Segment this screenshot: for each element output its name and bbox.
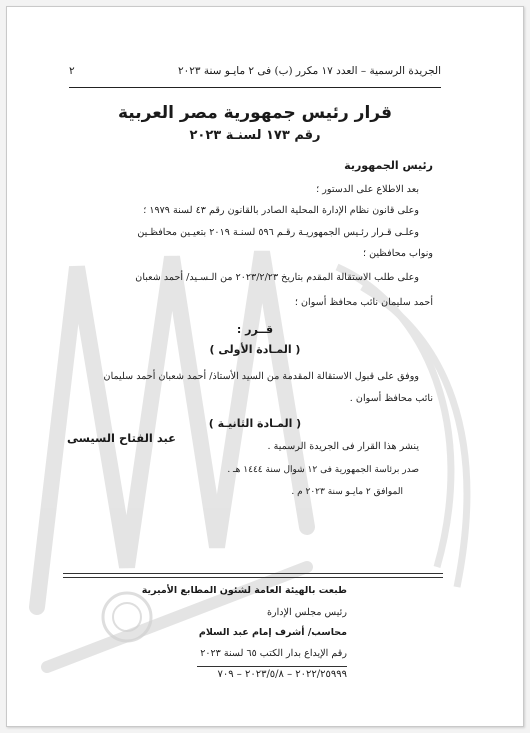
imprint-divider: [197, 666, 347, 667]
board-chair-title: رئيس مجلس الإدارة: [266, 607, 347, 618]
preamble-line: أحمد سليمان نائب محافظ أسوان ؛: [294, 297, 433, 308]
page-header: [69, 65, 441, 77]
article-1-heading: ( المـادة الأولى ): [209, 343, 301, 356]
deposit-number: رقم الإيداع بدار الكتب ٦٥ لسنة ٢٠٢٣: [200, 648, 347, 659]
president-signature: عبد الفتاح السيسى: [67, 431, 177, 445]
preamble-line: وعلى طلب الاستقالة المقدم بتاريخ ٢٠٢٣/٢/٢٣ من الـسـيد/ أحمد شعبان: [135, 272, 419, 283]
header-divider: [69, 87, 441, 88]
article-2-heading: ( المـادة الثانيـة ): [208, 417, 302, 430]
footer-divider: [63, 573, 443, 574]
gazette-page: [6, 6, 524, 727]
issuer-heading: رئيس الجمهورية: [344, 159, 433, 172]
decided-heading: قــرر :: [236, 323, 274, 336]
accountant-name: محاسب/ أشرف إمام عبد السلام: [198, 627, 347, 638]
footer-divider: [63, 577, 443, 578]
preamble-line: وعلى قانون نظام الإدارة المحلية الصادر بالقانون رقم ٤٣ لسنة ١٩٧٩ ؛: [143, 205, 419, 216]
reference-numbers: ٢٠٢٢/٢٥٩٩٩ – ٢٠٢٣/٥/٨ – ٧٠٩: [217, 669, 347, 680]
issued-at: صدر برئاسة الجمهورية فى ١٢ شوال سنة ١٤٤٤ هـ .: [227, 465, 419, 475]
preamble-line: ونواب محافظين ؛: [362, 248, 433, 259]
gazette-issue-line: الجريدة الرسمية – العدد ١٧ مكرر (ب) فى ٢ مايـو سنة ٢٠٢٣: [177, 65, 441, 77]
article-2-text: ينشر هذا القرار فى الجريدة الرسمية .: [267, 441, 419, 452]
decree-title: قرار رئيس جمهورية مصر العربية: [117, 103, 392, 123]
corresponding-date: الموافق ٢ مايـو سنة ٢٠٢٣ م .: [291, 487, 403, 497]
article-1-text: نائب محافظ أسوان .: [349, 393, 433, 404]
preamble-line: بعد الاطلاع على الدستور ؛: [316, 184, 419, 195]
page-number: ٢: [69, 65, 75, 77]
decree-number: رقم ١٧٣ لسنـة ٢٠٢٣: [189, 128, 321, 143]
preamble-line: وعلـى قـرار رئـيس الجمهوريـة رقـم ٥٩٦ لسنـة ٢٠١٩ بتعيـين محافظـين: [137, 227, 419, 238]
article-1-text: ووفق على قبول الاستقالة المقدمة من السيد الأستاذ/ أحمد شعبان أحمد سليمان: [103, 371, 419, 382]
printer-name: طبعت بالهيئة العامة لشئون المطابع الأميرية: [141, 585, 347, 596]
